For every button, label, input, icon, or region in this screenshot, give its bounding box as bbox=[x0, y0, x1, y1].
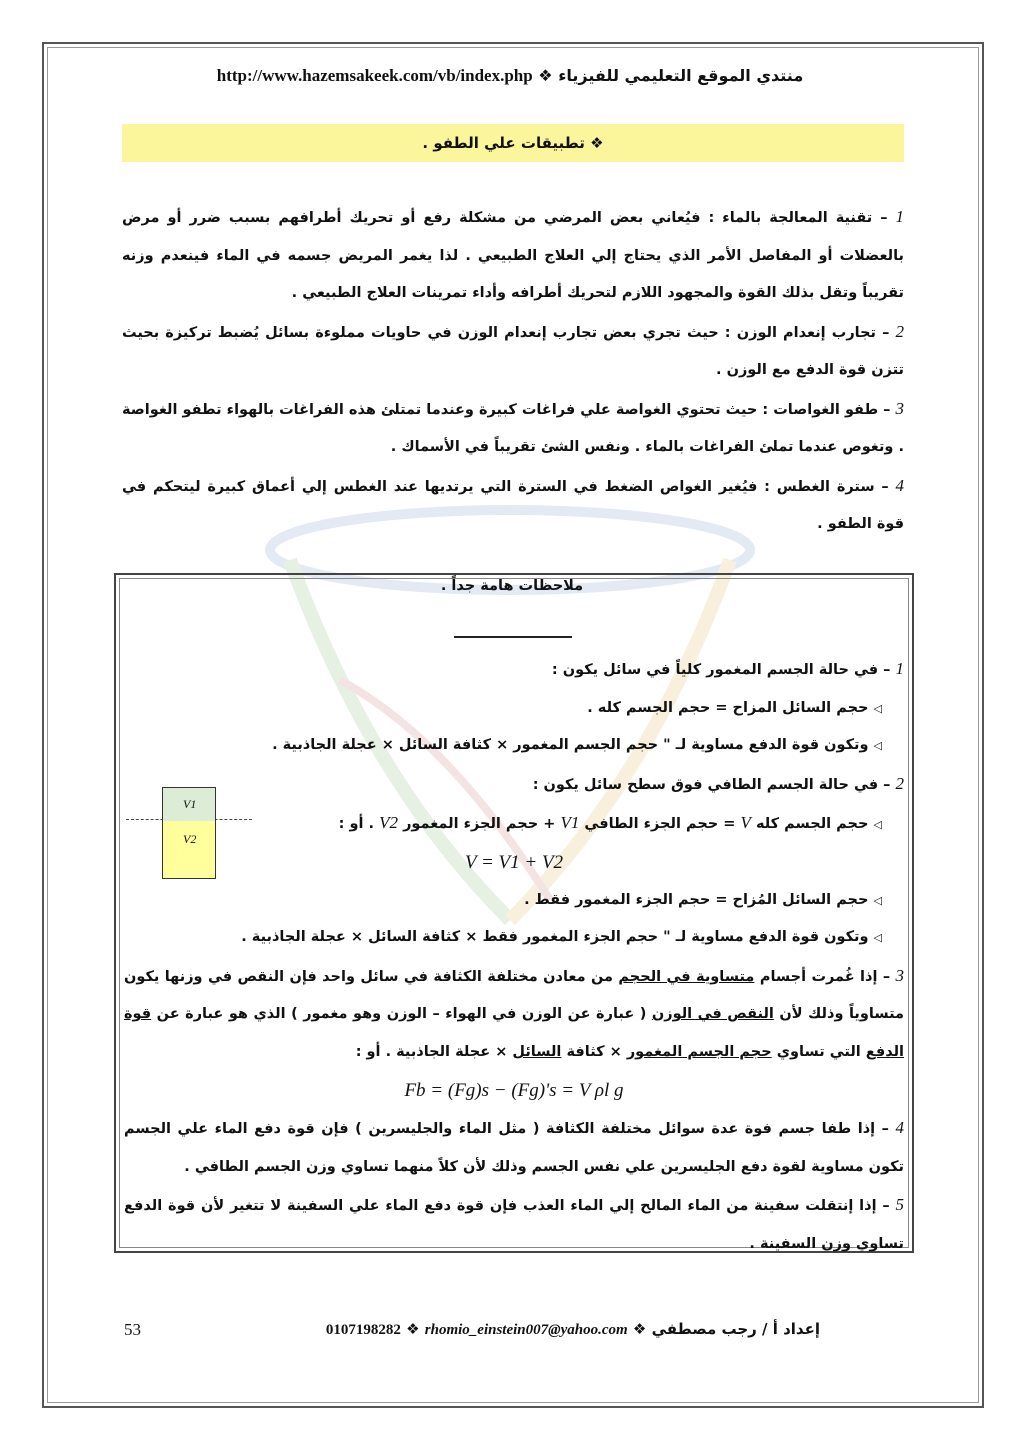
phone-number: 0107198282 bbox=[325, 1322, 401, 1338]
notes-list bbox=[124, 650, 904, 1264]
buoyancy-equation: Fb = (Fg)s − (Fg)'s = V ρl g bbox=[404, 1079, 624, 1101]
page-footer bbox=[120, 1320, 820, 1339]
email-address[interactable]: rhomio_einstein007@yahoo.com bbox=[424, 1322, 628, 1338]
triangle-bullet-icon: ◁ bbox=[873, 739, 882, 753]
list-item: 2 – تجارب إنعدام الوزن : حيث تجري بعض تجارب إنعدام الوزن في حاويات مملوءة بسائل يُضبط تركيزة بحيث تتزن قوة الدفع مع الوزن . bbox=[122, 321, 904, 378]
page-number: 53 bbox=[124, 1320, 141, 1339]
list-item: 3 – طفو الغواصات : حيث تحتوي الغواصة علي فراغات كبيرة وعندما تمتلئ هذه الفراغات بالهواء تطفو الغواصة . وتغوص عندما تملئ الفراغات بالماء . ونفس الشئ تقريباً في الأسماك . bbox=[122, 398, 904, 455]
v2-label: V2 bbox=[183, 832, 197, 846]
note-3: 3 – إذا غُمرت أجسام متساوية في الحجم من معادن مختلفة الكثافة في سائل واحد فإن النقص في وزنها يكون متساوياً وذلك لأن النقص في الوزن ( عبارة عن الوزن في الهواء – الوزن وهو مغمور ) الذي هو عبارة عن قوة الدفع التي تساوي حجم الجسم المغمور × كثافة السائل × عجلة الجاذبية . أو : bbox=[124, 965, 904, 1060]
note-1-bullet-2: ◁ وتكون قوة الدفع مساوية لـ " حجم الجسم المغمور × كثافة السائل × عجلة الجاذبية . bbox=[272, 737, 882, 754]
section-title: ❖ تطبيقات علي الطفو . bbox=[122, 124, 904, 162]
diamond-icon: ❖ bbox=[632, 1320, 647, 1338]
note-2-head: 2 – في حالة الجسم الطافي فوق سطح سائل يكون : bbox=[532, 773, 904, 793]
triangle-bullet-icon: ◁ bbox=[873, 931, 882, 945]
list-item: 4 – سترة الغطس : فيُغير الغواص الضغط في السترة التي يرتديها عند الغطس إلي أعماق كبيرة ليتحكم في قوة الطفو . bbox=[122, 475, 904, 532]
triangle-bullet-icon: ◁ bbox=[873, 701, 882, 715]
list-item: 1 – تقنية المعالجة بالماء : فيُعاني بعض المرضي من مشكلة رفع أو تحريك أطرافهم بسبب ضرر أو مرض بالعضلات أو المفاصل الأمر الذي يحتاج إلي العلاج الطبيعي . لذا يغمر المريض جسمه في الماء فينعدم وزنه تقريباً وتقل بذلك القوة والمجهود اللازم لتحريك أطرافه وأداء تمرينات العلاج الطبيعي . bbox=[122, 207, 904, 301]
forum-url[interactable]: http://www.hazemsakeek.com/vb/index.php bbox=[216, 66, 533, 85]
note-1-head: 1 – في حالة الجسم المغمور كلياً في سائل يكون : bbox=[551, 659, 904, 678]
notes-title-rule bbox=[454, 636, 572, 638]
forum-name: منتدي الموقع التعليمي للفيزياء bbox=[558, 66, 804, 85]
note-1-bullet-1: ◁ حجم السائل المزاح = حجم الجسم كله . bbox=[587, 699, 882, 716]
diamond-icon: ❖ bbox=[538, 66, 553, 85]
notes-title: ملاحظات هامة جداً . bbox=[440, 578, 584, 594]
floating-body-diagram bbox=[162, 787, 216, 879]
page-header bbox=[100, 66, 920, 86]
author-credit: إعداد أ / رجب مصطفي bbox=[651, 1320, 820, 1338]
diamond-icon: ❖ bbox=[406, 1320, 420, 1338]
note-2-bullet-1: ◁ حجم الجسم كله V = حجم الجزء الطافي V1 + حجم الجزء المغمور V2 . أو : bbox=[338, 813, 882, 833]
note-4: 4 – إذا طفا جسم فوة عدة سوائل مختلفة الكثافة ( مثل الماء والجليسرين ) فإن قوة دفع الماء علي الجسم تكون مساوية لقوة دفع الجليسرين علي نفس الجسم وذلك لأن كلاً منهما تساوي وزن الجسم الطافي . bbox=[124, 1118, 904, 1175]
triangle-bullet-icon: ◁ bbox=[873, 818, 882, 832]
volume-equation: V = V1 + V2 bbox=[464, 851, 564, 873]
triangle-bullet-icon: ◁ bbox=[873, 893, 882, 907]
note-2-bullet-3: ◁ وتكون قوة الدفع مساوية لـ " حجم الجزء المغمور فقط × كثافة السائل × عجلة الجاذبية . bbox=[241, 929, 882, 946]
applications-list bbox=[122, 198, 904, 544]
note-2-bullet-2: ◁ حجم السائل المُزاح = حجم الجزء المغمور فقط . bbox=[524, 891, 882, 908]
note-5: 5 – إذا إنتقلت سفينة من الماء المالح إلي الماء العذب فإن قوة دفع الماء علي السفينة لا تتغير لأن قوة الدفع تساوي وزن السفينة . bbox=[124, 1195, 904, 1252]
v1-label: V1 bbox=[183, 797, 197, 811]
